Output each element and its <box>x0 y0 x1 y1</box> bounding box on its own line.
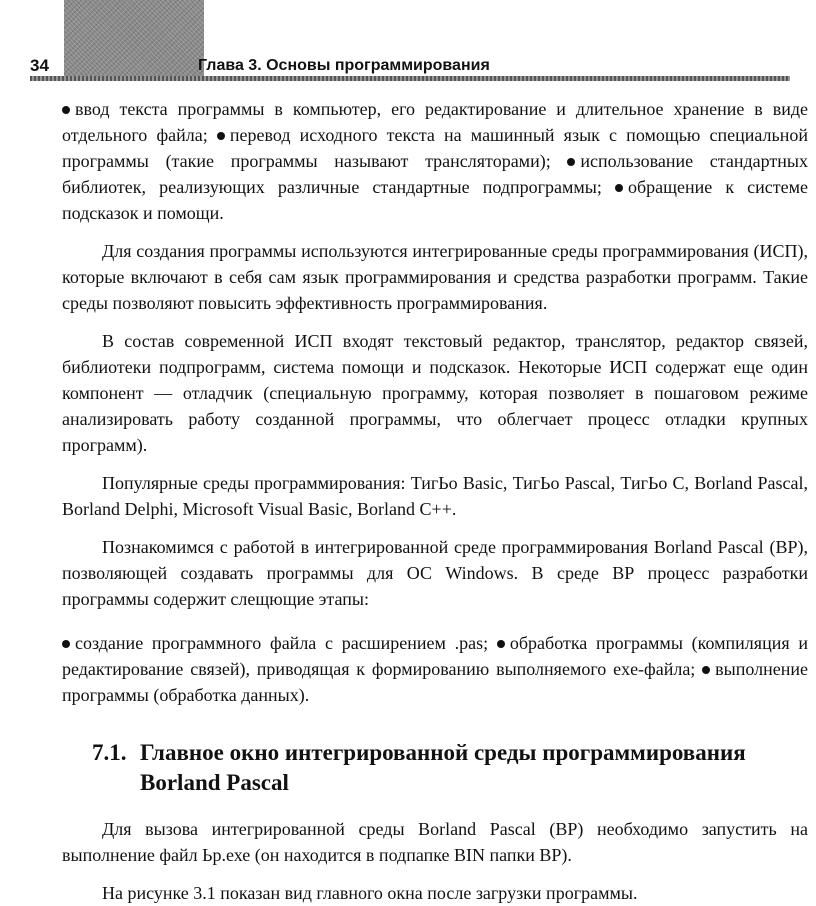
paragraph: Популярные среды программирования: ТигЬо Basic, ТигЬо Pascal, ТигЬо С, Borland Pascal, Borland Delphi, Microsoft Visual Basic, Borland С++. <box>62 473 808 519</box>
page-number: 34 <box>30 56 49 75</box>
section-title-line1: Главное окно интегрированной среды программирования <box>140 740 746 765</box>
bullet-paragraph-2 <box>62 630 808 708</box>
bullet-icon <box>62 640 70 648</box>
bullet-icon <box>615 184 623 192</box>
bullet-icon <box>702 666 710 674</box>
bullet-item: создание программного файла с расширением .pas; <box>75 633 489 653</box>
bullet-icon <box>567 158 575 166</box>
section-heading <box>62 738 808 798</box>
section-title-line2: Borland Pascal <box>140 770 289 795</box>
bullet-paragraph-1 <box>62 96 808 226</box>
bullet-item: ввод текста программы в компьютер, его редактирование и длительное хранение в виде отдельного файла; <box>62 99 808 145</box>
bullet-icon <box>497 640 505 648</box>
page-header <box>30 0 790 82</box>
bullet-item: выполнение программы (обработка данных). <box>62 659 808 705</box>
bullet-item: обращение к системе подсказок и помощи. <box>62 177 809 223</box>
header-rule <box>30 76 790 81</box>
page-content <box>62 96 808 906</box>
paragraph: Для вызова интегрированной среды Borland Pascal (BP) необходимо запустить на выполнение файл Ьр.ехе (он находится в подпапке BIN папки ВР). <box>62 819 808 865</box>
paragraph: На рисунке 3.1 показан вид главного окна после загрузки программы. <box>102 883 638 903</box>
header-decoration <box>64 0 204 76</box>
paragraph: Для создания программы используются интегрированные среды программирования (ИСП), которые включают в себя сам язык программирования и средства разработки программ. Такие среды позволяют повысить эффективность программирования. <box>62 241 808 313</box>
bullet-item: обработка программы (компиляция и редактирование связей), приводящая к формированию выполняемого exe-файла; <box>62 633 808 679</box>
chapter-title: Глава 3. Основы программирования <box>198 57 490 74</box>
bullet-icon <box>62 106 70 114</box>
bullet-item: использование стандартных библиотек, реализующих различные стандартные подпрограммы; <box>62 151 808 197</box>
bullet-item: перевод исходного текста на машинный язык с помощью специальной программы (такие программы называют трансляторами); <box>62 125 809 171</box>
section-number: 7.1. <box>92 740 127 765</box>
paragraph: В состав современной ИСП входят текстовый редактор, транслятор, редактор связей, библиотеки подпрограмм, система помощи и подсказок. Некоторые ИСП содержат еще один компонент — отладчик (специальную программу, которая позволяет в пошаговом режиме анализировать работу созданной программы, что облегчает процесс отладки крупных программ). <box>62 331 808 455</box>
paragraph: Познакомимся с работой в интегрированной среде программирования Borland Pascal (BP), позволяющей создавать программы для ОС Windows. В среде ВР процесс разработки программы содержит слещющие этапы: <box>62 537 808 609</box>
bullet-icon <box>217 132 225 140</box>
